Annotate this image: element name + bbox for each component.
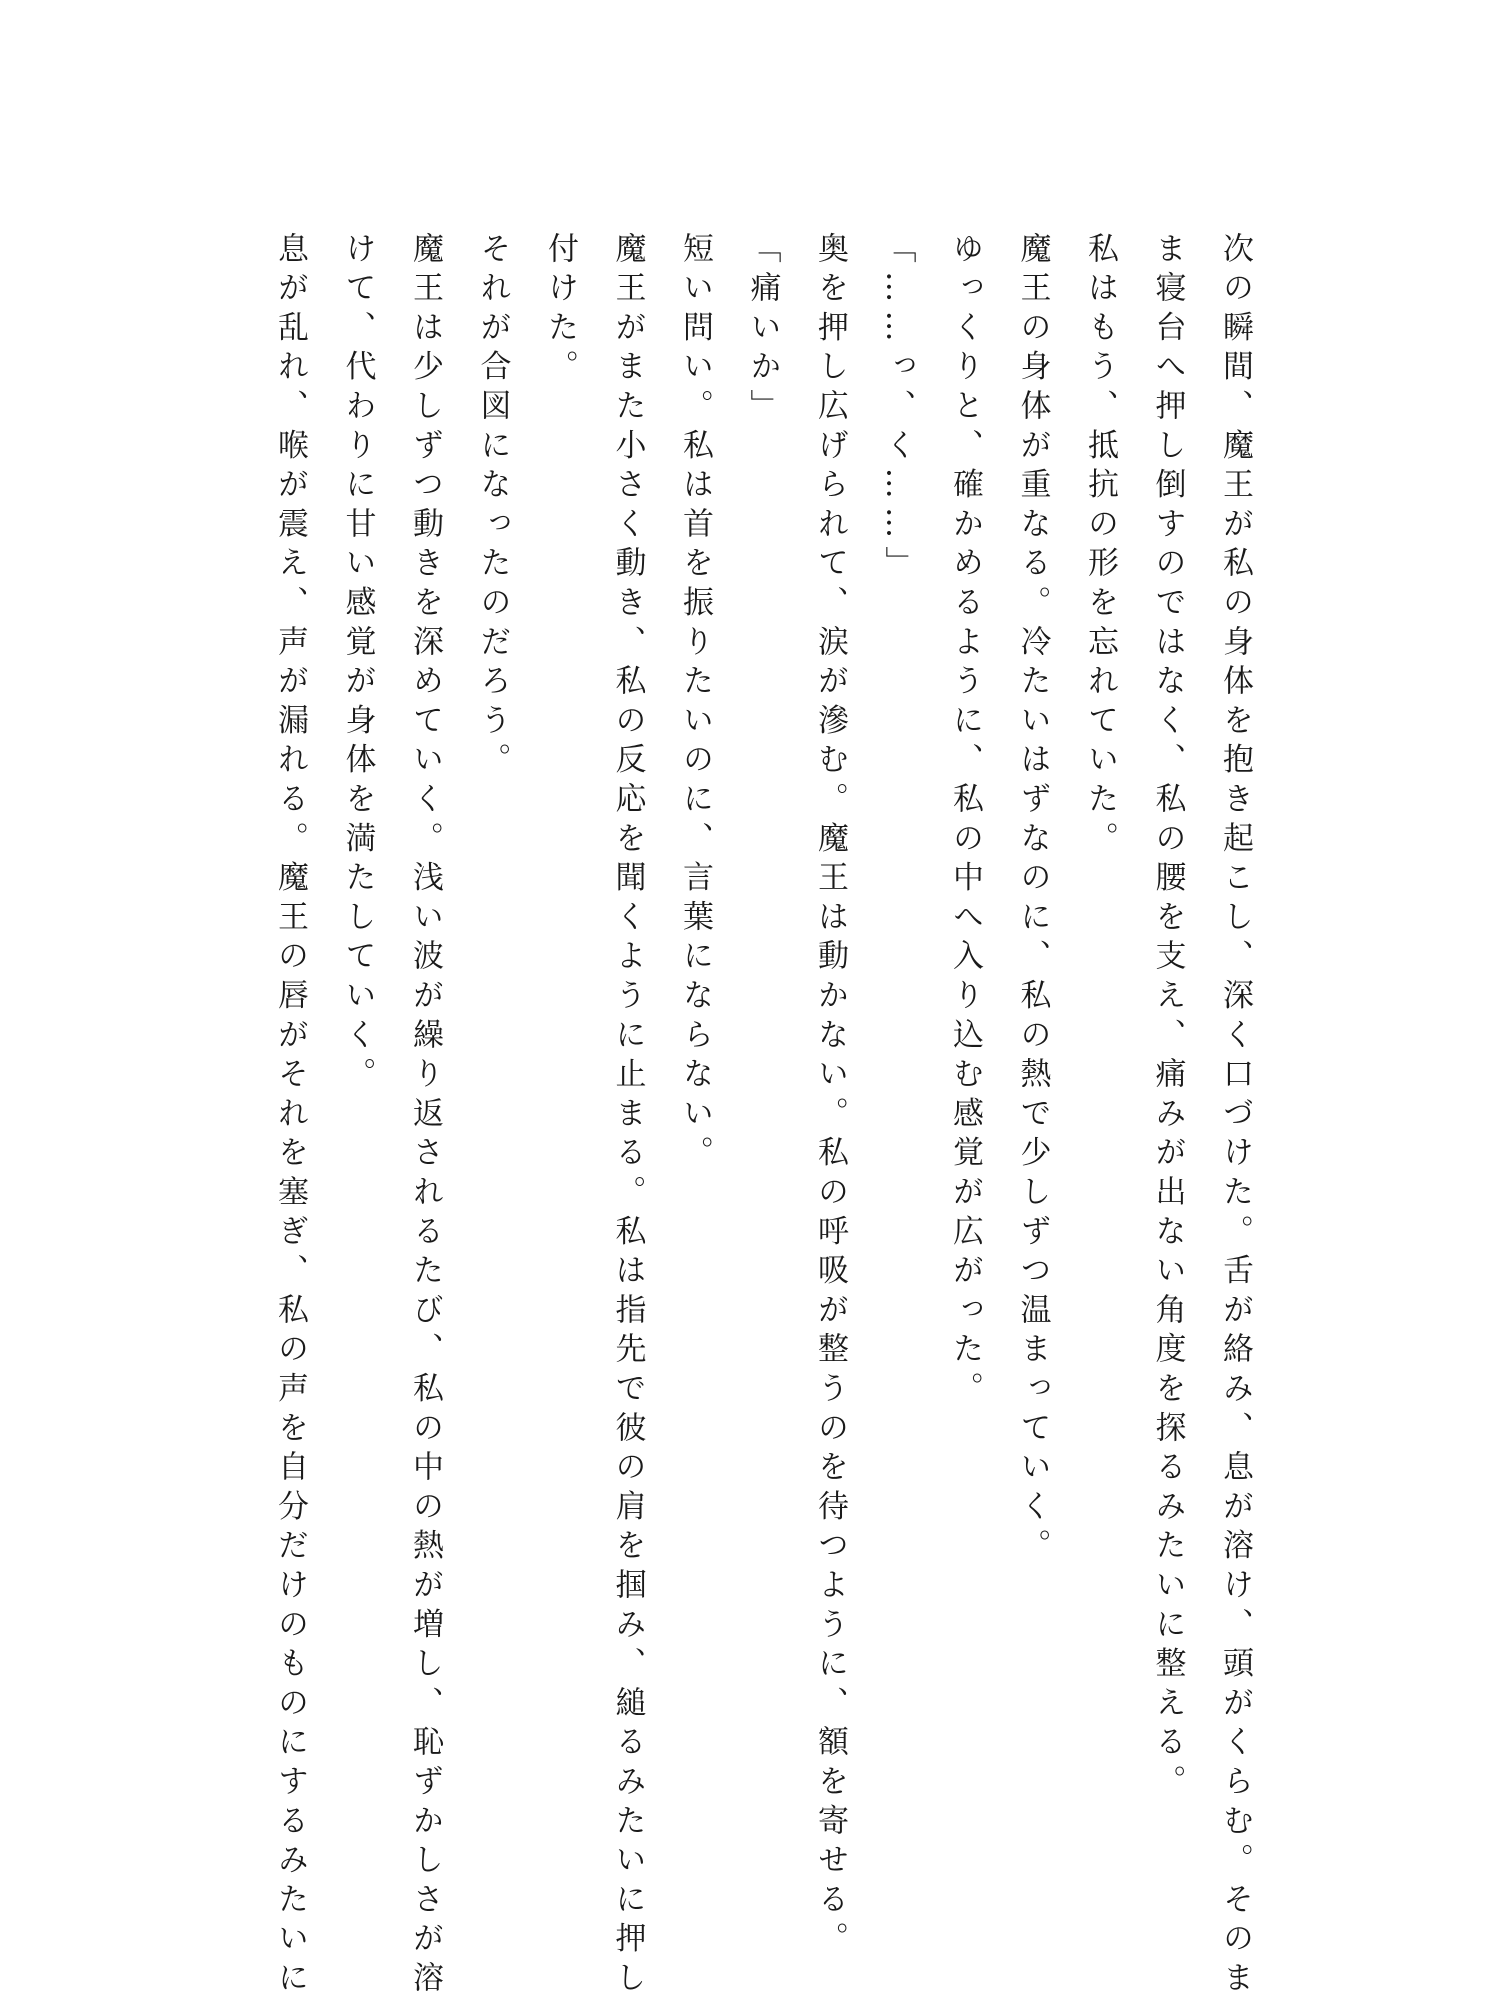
text-line: 魔王がまた小さく動き、私の反応を聞くように止まる。私は指先で彼の肩を掴み、縋るみたいに押し: [609, 232, 646, 2001]
text-line: それが合図になったのだろう。: [474, 232, 511, 783]
text-line: 次の瞬間、魔王が私の身体を抱き起こし、深く口づけた。舌が絡み、息が溶け、頭がくらむ。そのま: [1217, 232, 1253, 2001]
text-line: 「痛いか」: [744, 232, 781, 429]
text-line: ま寝台へ押し倒すのではなく、私の腰を支え、痛みが出ない角度を探るみたいに整える。: [1149, 232, 1186, 1804]
vertical-text-body: [256, 232, 1269, 2001]
text-line: 「……っ、く……」: [879, 232, 916, 586]
text-line: 息が乱れ、喉が震え、声が漏れる。魔王の唇がそれを塞ぎ、私の声を自分だけのものにするみたいに: [272, 232, 308, 2001]
text-line: 魔王は少しずつ動きを深めていく。浅い波が繰り返されるたび、私の中の熱が増し、恥ずかしさが溶: [407, 232, 443, 2001]
text-line: 奥を押し広げられて、涙が滲む。魔王は動かない。私の呼吸が整うのを待つように、額を寄せる。: [812, 232, 848, 1962]
text-line: けて、代わりに甘い感覚が身体を満たしていく。: [339, 232, 376, 1097]
text-line: 付けた。: [542, 232, 578, 390]
text-line: 魔王の身体が重なる。冷たいはずなのに、私の熱で少しずつ温まっていく。: [1014, 232, 1051, 1569]
text-line: 短い問い。私は首を振りたいのに、言葉にならない。: [677, 232, 713, 1176]
text-line: ゆっくりと、確かめるように、私の中へ入り込む感覚が広がった。: [947, 232, 983, 1411]
text-line: 私はもう、抵抗の形を忘れていた。: [1082, 232, 1118, 861]
